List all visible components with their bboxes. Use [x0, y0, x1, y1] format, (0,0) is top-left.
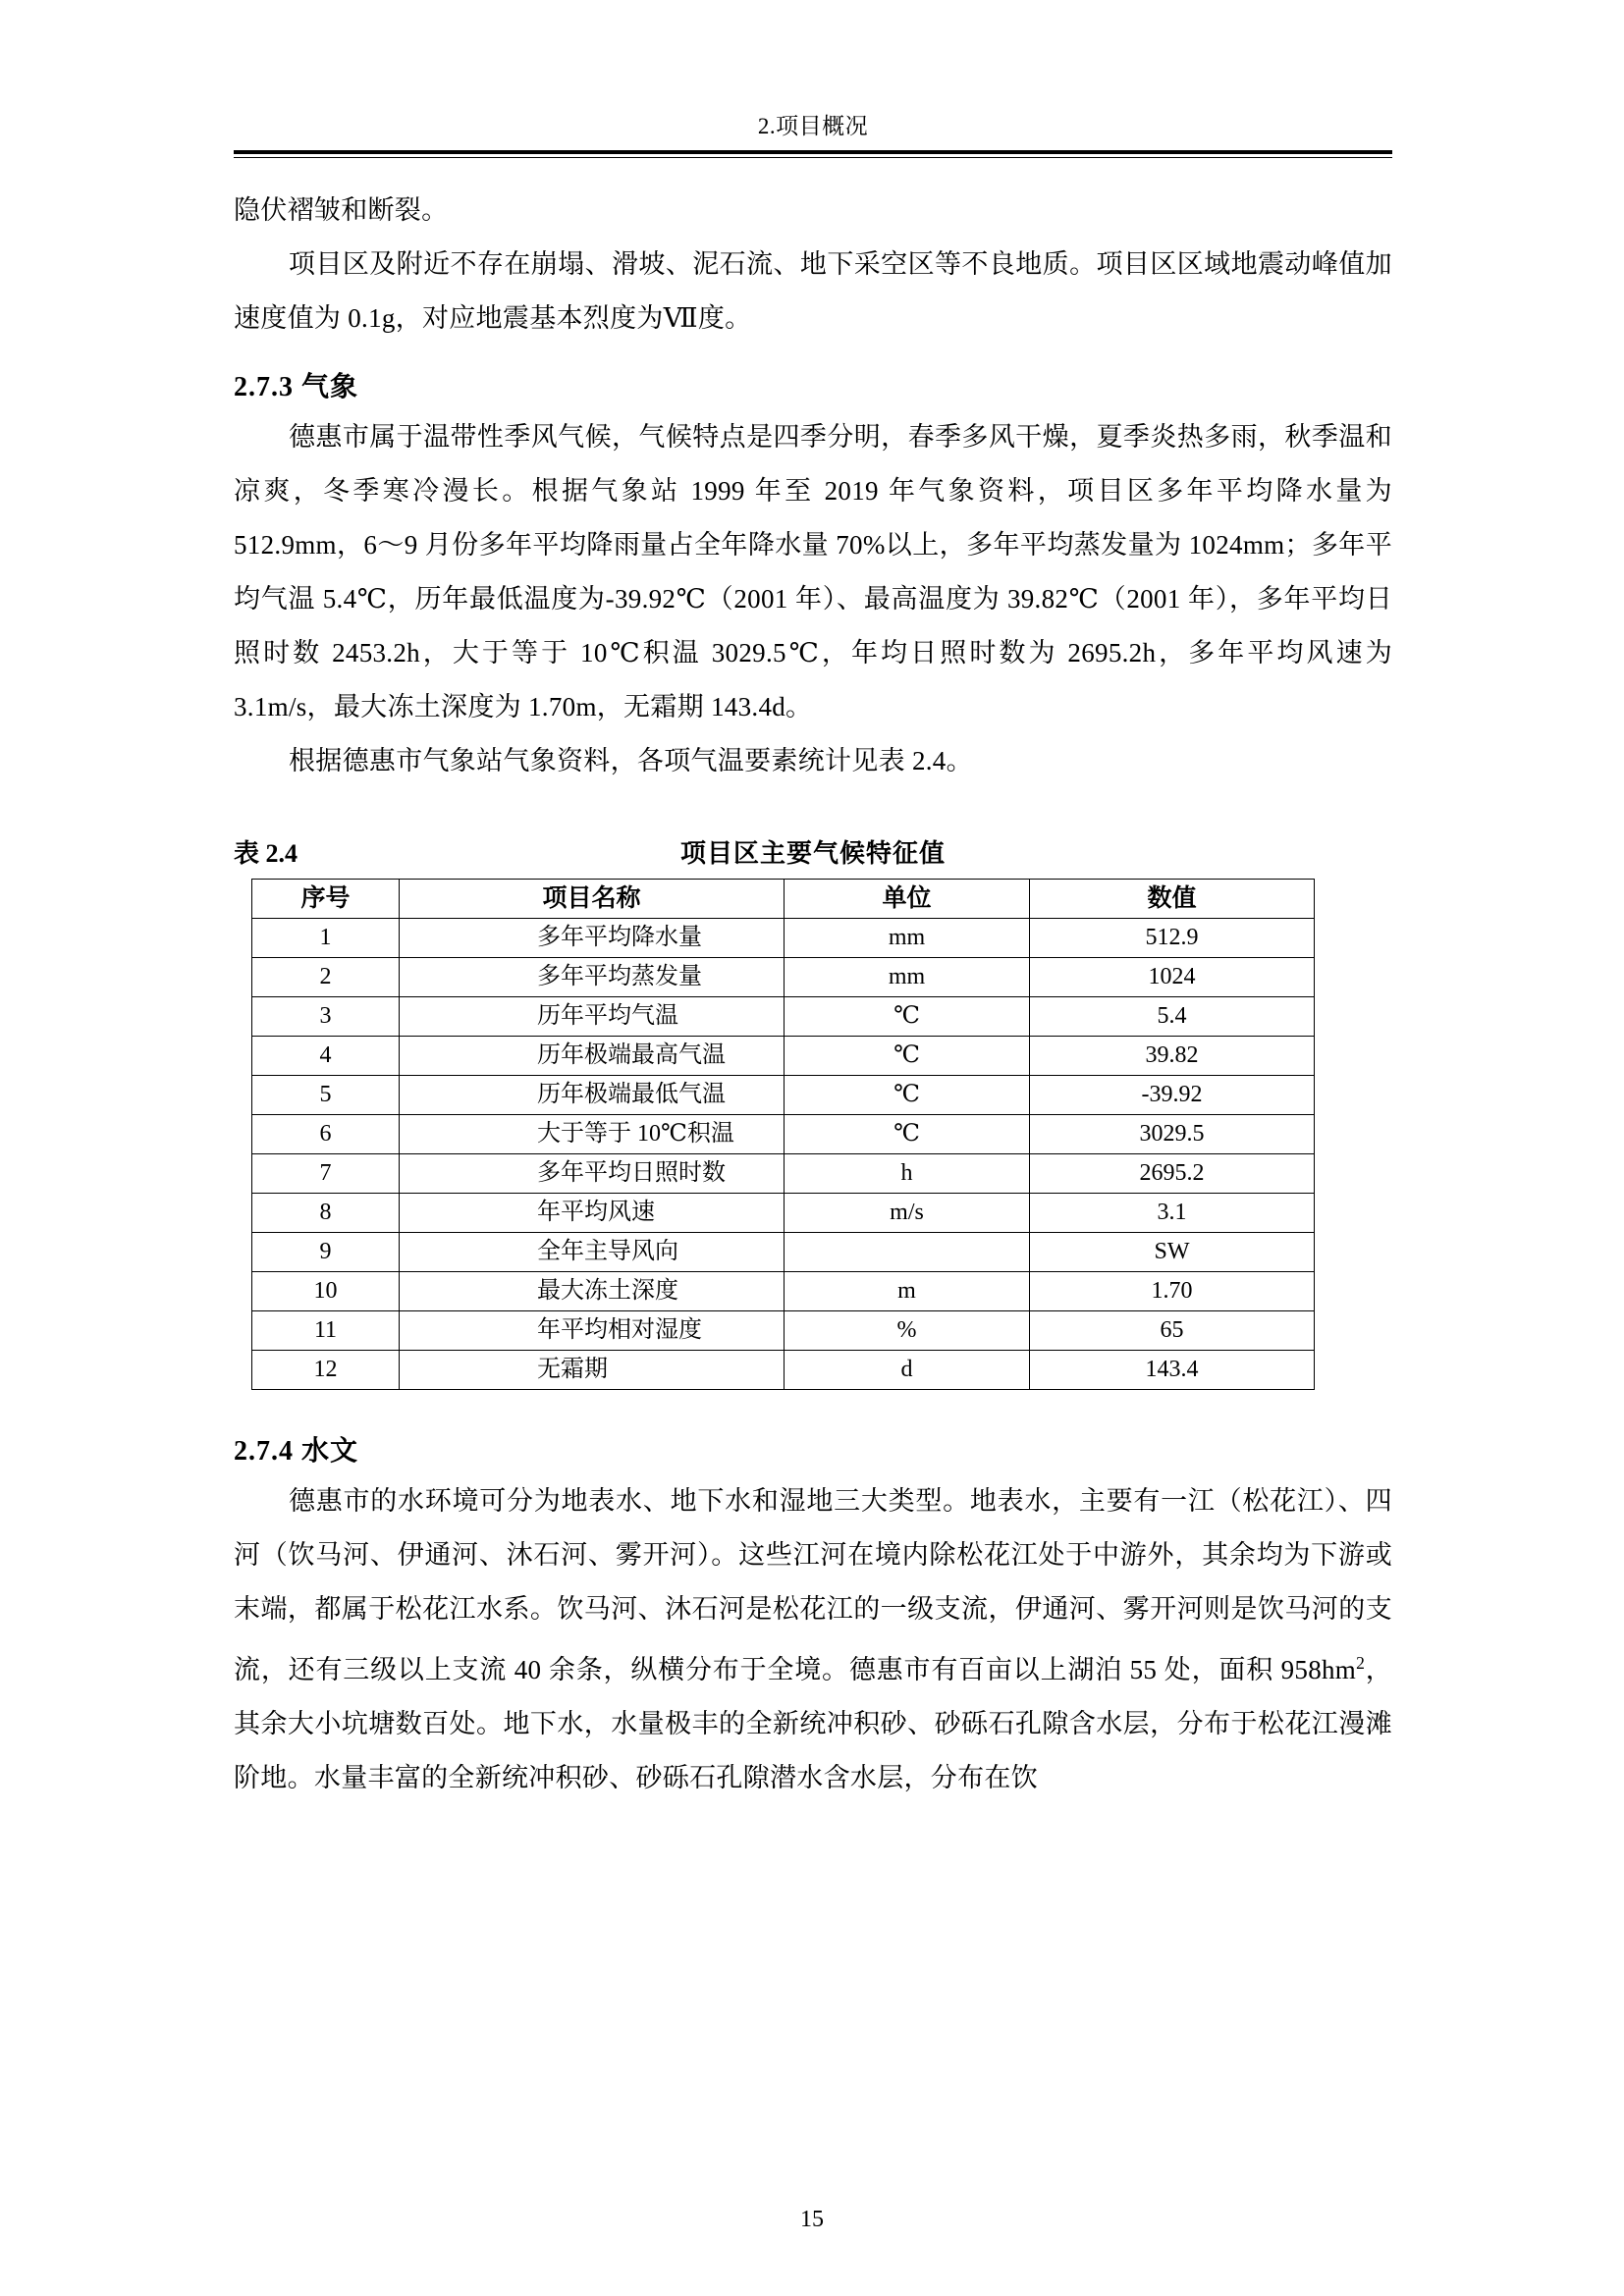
table-cell-unit: ℃: [785, 1037, 1030, 1076]
table-cell-name: 无霜期: [400, 1351, 785, 1390]
table-cell-unit: m/s: [785, 1194, 1030, 1233]
table-cell-index: 9: [252, 1233, 400, 1272]
table-row: [252, 1351, 1315, 1390]
header-rule-thick: [234, 150, 1392, 154]
table-cell-name: 年平均风速: [400, 1194, 785, 1233]
table-cell-value: SW: [1030, 1233, 1315, 1272]
body-block: [234, 184, 1392, 1805]
table-cell-name: 多年平均蒸发量: [400, 958, 785, 997]
running-header: [234, 108, 1392, 158]
table-cell-value: 512.9: [1030, 919, 1315, 958]
paragraph-climate: 德惠市属于温带性季风气候，气候特点是四季分明，春季多风干燥，夏季炎热多雨，秋季温和凉爽，冬季寒冷漫长。根据气象站 1999 年至 2019 年气象资料，项目区多年平均降水量为 512.9mm，6～9 月份多年平均降雨量占全年降水量 70%以上，多年平均蒸发量为 1024mm；多年平均气温 5.4℃，历年最低温度为-39.92℃（2001 年）、最高温度为 39.82℃（2001 年），多年平均日照时数 2453.2h，大于等于 10℃积温 3029.5℃，年均日照时数为 2695.2h，多年平均风速为 3.1m/s，最大冻土深度为 1.70m，无霜期 143.4d。: [234, 422, 1392, 721]
table-cell-unit: ℃: [785, 1076, 1030, 1115]
table-cell-index: 12: [252, 1351, 400, 1390]
table-cell-unit: m: [785, 1272, 1030, 1311]
table-cell-value: 143.4: [1030, 1351, 1315, 1390]
table-header-cell: 项目名称: [400, 880, 785, 919]
table-row: [252, 1115, 1315, 1154]
hydrology-text-part2: ，其余大小坑塘数百处。地下水，水量极丰的全新统冲积砂、砂砾石孔隙含水层，分布于松花江漫滩阶地。水量丰富的全新统冲积砂、砂砾石孔隙潜水含水层，分布在饮: [234, 1655, 1392, 1792]
table-cell-index: 7: [252, 1154, 400, 1194]
table-cell-value: 1024: [1030, 958, 1315, 997]
table-cell-unit: mm: [785, 958, 1030, 997]
page-content: [234, 108, 1392, 1805]
table-cell-name: 历年平均气温: [400, 997, 785, 1037]
table-cell-value: -39.92: [1030, 1076, 1315, 1115]
climate-characteristics-table: [251, 879, 1315, 1390]
table-cell-index: 10: [252, 1272, 400, 1311]
table-row: [252, 1076, 1315, 1115]
hydrology-text-part1: 德惠市的水环境可分为地表水、地下水和湿地三大类型。地表水，主要有一江（松花江）、四河（饮马河、伊通河、沐石河、雾开河）。这些江河在境内除松花江处于中游外，其余均为下游或末端，都属于松花江水系。饮马河、沐石河是松花江的一级支流，伊通河、雾开河则是饮马河的支流，还有三级以上支流 40 余条，纵横分布于全境。德惠市有百亩以上湖泊 55 处，面积 958hm: [234, 1486, 1392, 1684]
table-cell-index: 8: [252, 1194, 400, 1233]
table-cell-index: 2: [252, 958, 400, 997]
after-table-block: [234, 1429, 1392, 1805]
table-header-cell: 单位: [785, 880, 1030, 919]
table-cell-unit: %: [785, 1311, 1030, 1351]
table-row: [252, 1037, 1315, 1076]
table-cell-index: 5: [252, 1076, 400, 1115]
table-cell-name: 多年平均降水量: [400, 919, 785, 958]
table-cell-value: 5.4: [1030, 997, 1315, 1037]
table-cell-name: 多年平均日照时数: [400, 1154, 785, 1194]
table-cell-value: 65: [1030, 1311, 1315, 1351]
table-row: [252, 1311, 1315, 1351]
table-cell-name: 全年主导风向: [400, 1233, 785, 1272]
table-caption: [234, 833, 1392, 873]
table-header-cell: 数值: [1030, 880, 1315, 919]
paragraph-geology: 项目区及附近不存在崩塌、滑坡、泥石流、地下采空区等不良地质。项目区区域地震动峰值加速度值为 0.1g，对应地震基本烈度为Ⅶ度。: [234, 249, 1392, 333]
table-title: 项目区主要气候特征值: [679, 839, 946, 868]
table-cell-index: 6: [252, 1115, 400, 1154]
table-cell-value: 3029.5: [1030, 1115, 1315, 1154]
table-cell-unit: h: [785, 1154, 1030, 1194]
table-cell-name: 最大冻土深度: [400, 1272, 785, 1311]
table-number: 表 2.4: [234, 839, 298, 868]
table-cell-name: 大于等于 10℃积温: [400, 1115, 785, 1154]
table-cell-unit: ℃: [785, 997, 1030, 1037]
table-row: [252, 1194, 1315, 1233]
header-rule-thin: [234, 157, 1392, 158]
table-cell-name: 历年极端最高气温: [400, 1037, 785, 1076]
table-row: [252, 1233, 1315, 1272]
table-cell-unit: mm: [785, 919, 1030, 958]
paragraph-hydrology: [234, 1474, 1392, 1805]
running-header-text: 2.项目概况: [757, 114, 869, 138]
page-number: 15: [800, 2207, 824, 2232]
table-cell-name: 年平均相对湿度: [400, 1311, 785, 1351]
table-cell-index: 11: [252, 1311, 400, 1351]
table-row: [252, 997, 1315, 1037]
table-row: [252, 919, 1315, 958]
table-header-cell: 序号: [252, 880, 400, 919]
table-cell-value: 2695.2: [1030, 1154, 1315, 1194]
hydrology-superscript: 2: [1356, 1653, 1366, 1673]
table-cell-name: 历年极端最低气温: [400, 1076, 785, 1115]
table-cell-index: 3: [252, 997, 400, 1037]
table-cell-index: 4: [252, 1037, 400, 1076]
table-cell-unit: [785, 1233, 1030, 1272]
section-heading-2-7-3: 2.7.3 气象: [234, 372, 359, 402]
table-cell-unit: d: [785, 1351, 1030, 1390]
table-cell-value: 3.1: [1030, 1194, 1315, 1233]
table-header-row: [252, 880, 1315, 919]
table-row: [252, 958, 1315, 997]
section-heading-2-7-4: 2.7.4 水文: [234, 1436, 359, 1467]
table-cell-value: 39.82: [1030, 1037, 1315, 1076]
table-cell-value: 1.70: [1030, 1272, 1315, 1311]
table-cell-index: 1: [252, 919, 400, 958]
paragraph-continuation: 隐伏褶皱和断裂。: [234, 195, 449, 225]
paragraph-table-reference: 根据德惠市气象站气象资料，各项气温要素统计见表 2.4。: [289, 746, 973, 775]
table-cell-unit: ℃: [785, 1115, 1030, 1154]
table-row: [252, 1154, 1315, 1194]
table-row: [252, 1272, 1315, 1311]
